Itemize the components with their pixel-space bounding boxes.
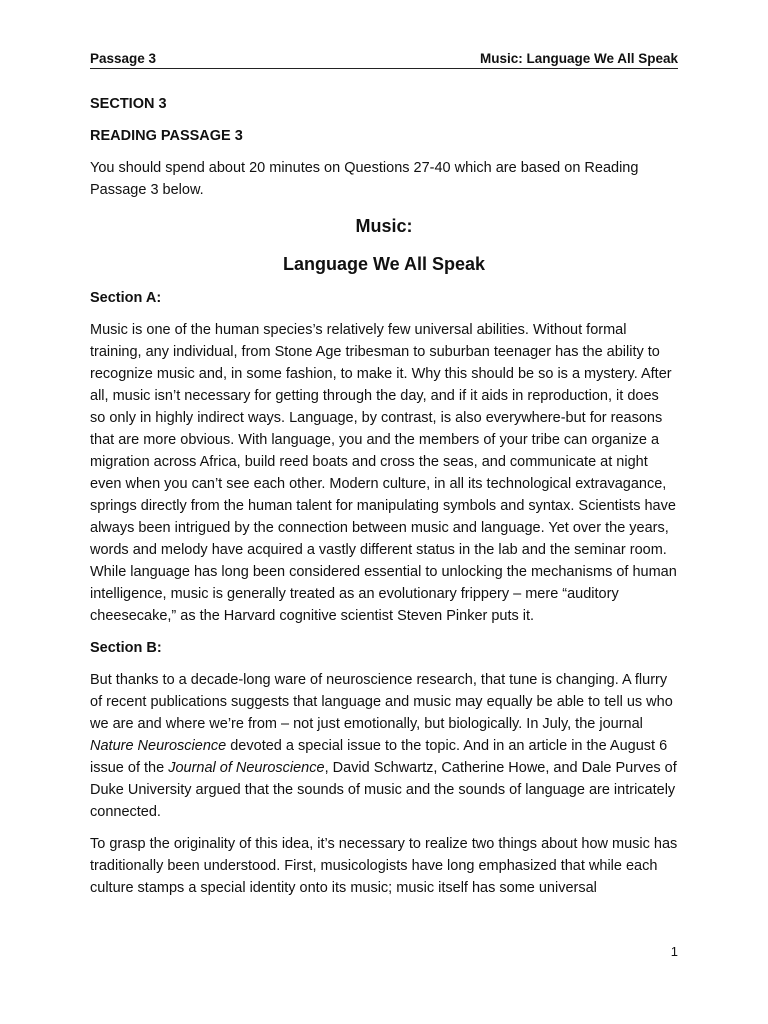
title-line-2: Language We All Speak [282, 254, 486, 274]
title-line-1: Music: [355, 216, 413, 236]
section-b-heading: Section B: [90, 640, 162, 656]
section-label: SECTION 3 [90, 96, 167, 112]
section-b-paragraph-2: To grasp the originality of this idea, it’s necessary to realize two things about how music has traditionally been understood. First, musicologists have long emphasized that while each culture stamps a special identity onto its music; music itself has some universal [90, 836, 678, 896]
section-b-p1-part-c: , David Schwartz, Catherine Howe, and Dale Purves of Duke University argued that the sounds of music and the sounds of language are intricately connected. [90, 760, 677, 820]
header-left: Passage 3 [90, 51, 157, 66]
page-number: 1 [670, 944, 678, 959]
section-b-p1-part-a: But thanks to a decade-long ware of neuroscience research, that tune is changing. A flurry of recent publications suggests that language and music may equally be able to tell us who we are and where we’re from – not just emotionally, but biologically. In July, the journal [90, 672, 673, 732]
journal-name-1: Nature Neuroscience [90, 738, 227, 754]
section-a-paragraph: Music is one of the human species’s relatively few universal abilities. Without formal training, any individual, from Stone Age tribesman to suburban teenager has the ability to recognize music and, in some fashion, to make it. Why this should be so is a mystery. After all, music isn’t necessary for getting through the day, and if it aids in reproduction, it does so only in highly indirect ways. Language, by contrast, is also everywhere-but for reasons that are more obvious. With language, you and the members of your tribe can organize a migration across Africa, build reed boats and cross the seas, and communicate at night even when you can’t see each other. Modern culture, in all its technological extravagance, springs directly from the human talent for manipulating symbols and syntax. Scientists have always been intrigued by the connection between music and language. Yet over the years, words and melody have acquired a vastly different status in the lab and the seminar room. While language has long been considered essential to unlocking the mechanisms of human intelligence, music is generally treated as an evolutionary frippery – mere “auditory cheesecake,” as the Harvard cognitive scientist Steven Pinker puts it. [90, 322, 677, 624]
page-content [90, 93, 678, 899]
page-header [90, 46, 678, 69]
journal-name-2: Journal of Neuroscience [168, 760, 325, 776]
passage-label: READING PASSAGE 3 [90, 128, 243, 144]
section-a-heading: Section A: [90, 290, 162, 306]
instruction-text: You should spend about 20 minutes on Questions 27-40 which are based on Reading Passage 3 below. [90, 160, 639, 198]
section-b-paragraph-1 [90, 669, 678, 823]
section-b-p1-part-b: devoted a special issue to the topic. And in an article in the August 6 issue of the [90, 738, 668, 776]
header-right: Music: Language We All Speak [479, 51, 678, 66]
